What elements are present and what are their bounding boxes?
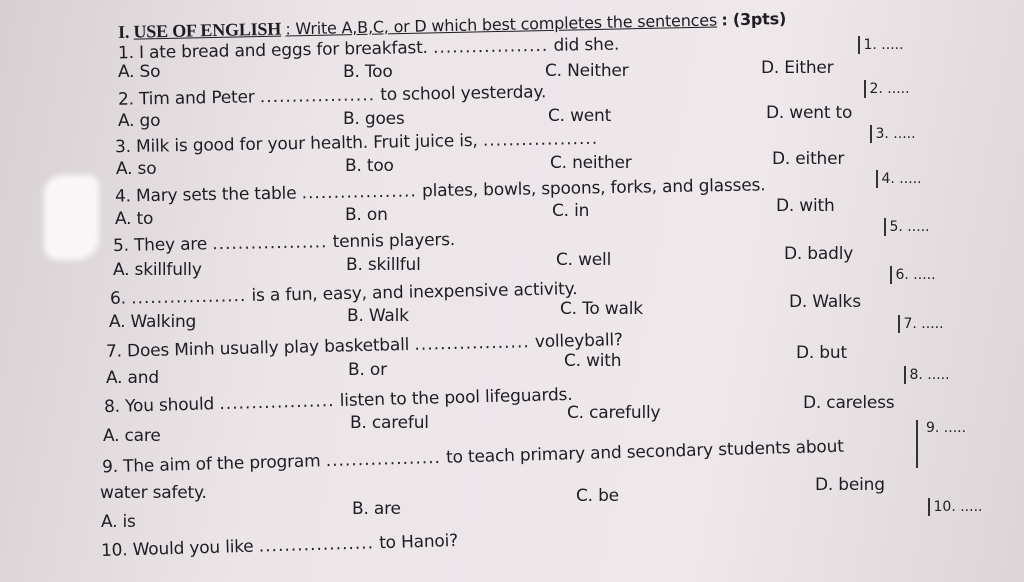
question-7: 7. Does Minh usually play basketball .................. volleyball? (105, 330, 623, 362)
answer-box-10[interactable]: 10. ..... (928, 498, 982, 516)
option-1a[interactable]: A. So (118, 62, 161, 82)
section-number: I. (117, 21, 130, 42)
option-5b[interactable]: B. skillful (346, 255, 421, 275)
option-3d[interactable]: D. either (772, 149, 845, 169)
option-3c[interactable]: C. neither (550, 153, 632, 173)
option-2a[interactable]: A. go (118, 111, 161, 131)
option-6a[interactable]: A. Walking (109, 312, 197, 332)
question-1-stem: 1. I ate bread and eggs for breakfast. (117, 37, 428, 64)
answer-blank[interactable]: .................. (482, 128, 599, 151)
option-9b[interactable]: B. are (352, 499, 401, 519)
answer-blank[interactable]: .................. (258, 533, 375, 557)
option-4a[interactable]: A. to (115, 209, 154, 229)
section-title: USE OF ENGLISH (133, 18, 282, 42)
question-10: 10. Would you like .................. to Hanoi? (100, 531, 459, 561)
option-4d[interactable]: D. with (776, 196, 835, 216)
answer-box-7[interactable]: 7. ..... (898, 315, 944, 333)
question-4: 4. Mary sets the table .................. plates, bowls, spoons, forks, and glasses. (114, 175, 766, 207)
option-1d[interactable]: D. Either (761, 58, 834, 78)
option-4c[interactable]: C. in (552, 201, 590, 221)
option-7c[interactable]: C. with (564, 351, 622, 371)
answer-box-6[interactable]: 6. ..... (890, 266, 936, 284)
answer-blank[interactable]: .................. (414, 332, 530, 355)
option-8a[interactable]: A. care (103, 426, 161, 446)
redaction-smudge (44, 175, 99, 260)
option-8b[interactable]: B. careful (350, 413, 429, 433)
option-3a[interactable]: A. so (116, 159, 157, 179)
option-7a[interactable]: A. and (106, 368, 159, 388)
option-5a[interactable]: A. skillfully (113, 260, 202, 280)
answer-blank[interactable]: .................. (212, 232, 328, 255)
answer-box-5[interactable]: 5. ..... (884, 218, 930, 236)
answer-blank[interactable]: .................. (259, 85, 376, 108)
section-heading (118, 9, 786, 41)
option-6c[interactable]: C. To walk (560, 299, 643, 319)
question-9-continued: water safety. (100, 483, 207, 503)
question-5: 5. They are .................. tennis players. (112, 230, 456, 256)
answer-column-divider (916, 420, 918, 468)
option-6b[interactable]: B. Walk (347, 306, 409, 326)
option-8c[interactable]: C. carefully (567, 403, 661, 423)
option-1c[interactable]: C. Neither (545, 61, 629, 81)
answer-box-2[interactable]: 2. ..... (864, 80, 910, 98)
option-8d[interactable]: D. careless (803, 393, 895, 413)
answer-box-4[interactable]: 4. ..... (876, 170, 922, 188)
question-1 (117, 34, 620, 64)
section-points: : (3pts) (721, 9, 787, 30)
option-3b[interactable]: B. too (345, 156, 394, 176)
question-2: 2. Tim and Peter .................. to school yesterday. (117, 82, 547, 110)
option-5c[interactable]: C. well (556, 250, 612, 270)
answer-blank[interactable]: .................. (432, 35, 549, 58)
question-3: 3. Milk is good for your health. Fruit juice is, .................. (114, 128, 599, 158)
option-7d[interactable]: D. but (796, 343, 847, 363)
option-2b[interactable]: B. goes (343, 109, 405, 129)
option-7b[interactable]: B. or (348, 360, 387, 380)
answer-blank[interactable]: .................. (325, 447, 442, 472)
answer-blank[interactable]: .................. (130, 286, 247, 309)
option-9d[interactable]: D. being (815, 475, 885, 495)
option-1b[interactable]: B. Too (343, 62, 393, 82)
question-1-stem-end: did she. (553, 34, 620, 56)
section-instruction: : Write A,B,C, or D which best completes the sentences (285, 10, 718, 39)
answer-box-1[interactable]: 1. ..... (858, 36, 904, 54)
answer-box-3[interactable]: 3. ..... (870, 125, 916, 143)
option-4b[interactable]: B. on (345, 205, 388, 225)
question-8: 8. You should .................. listen to the pool lifeguards. (103, 384, 573, 418)
option-9a[interactable]: A. is (101, 512, 136, 532)
option-2c[interactable]: C. went (548, 106, 612, 126)
answer-box-8[interactable]: 8. ..... (904, 366, 950, 384)
option-9c[interactable]: C. be (576, 486, 619, 506)
answer-blank[interactable]: .................. (301, 181, 418, 204)
option-2d[interactable]: D. went to (766, 103, 853, 123)
answer-blank[interactable]: .................. (219, 391, 335, 415)
option-5d[interactable]: D. badly (784, 244, 854, 264)
answer-box-9[interactable]: 9. ..... (926, 420, 967, 436)
option-6d[interactable]: D. Walks (789, 292, 861, 312)
question-6: 6. .................. is a fun, easy, and inexpensive activity. (109, 279, 578, 309)
question-9: 9. The aim of the program .................. to teach primary and secondary students about (101, 436, 844, 478)
